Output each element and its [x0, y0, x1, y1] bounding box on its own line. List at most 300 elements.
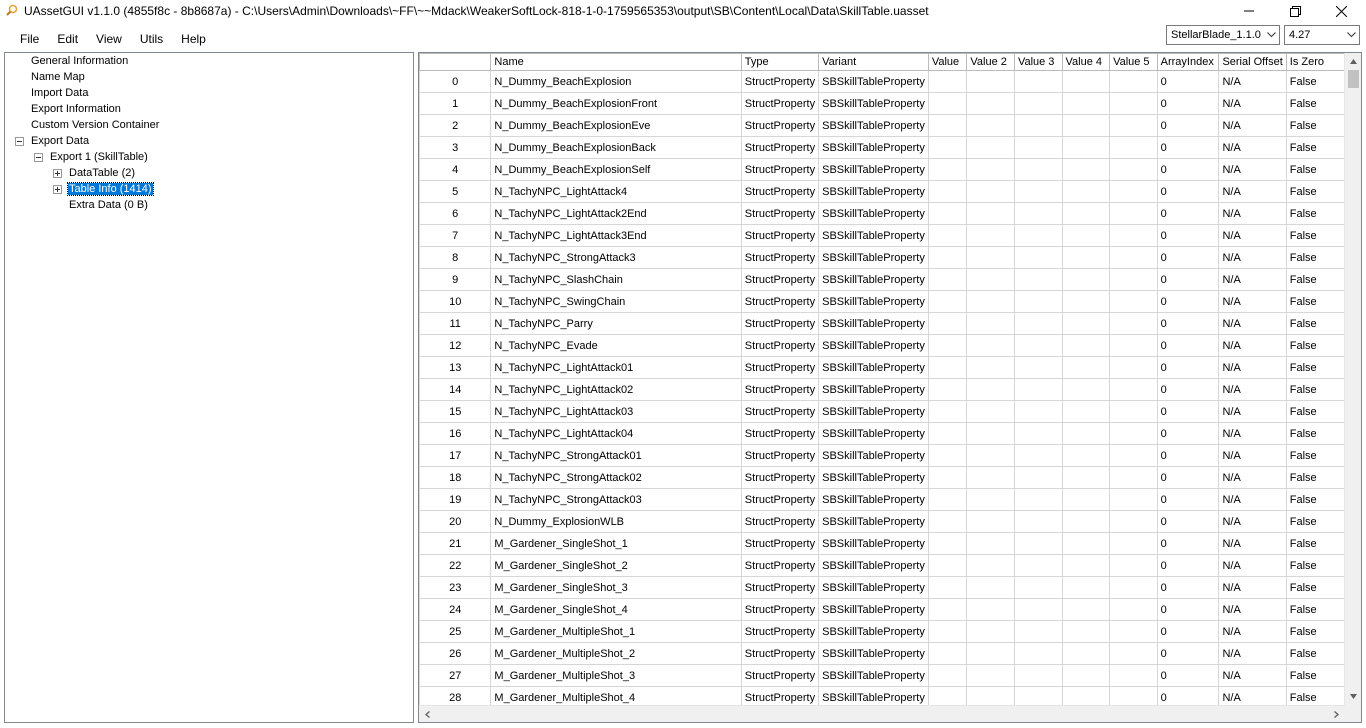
value-cell[interactable]: [928, 379, 967, 401]
value-3-cell[interactable]: [1014, 181, 1062, 203]
variant-cell[interactable]: SBSkillTableProperty: [819, 137, 929, 159]
value-2-cell[interactable]: [967, 687, 1015, 706]
value-2-cell[interactable]: [967, 577, 1015, 599]
array-index-cell[interactable]: 0: [1157, 71, 1219, 93]
array-index-cell[interactable]: 0: [1157, 533, 1219, 555]
row-index-cell[interactable]: 27: [420, 665, 491, 687]
value-4-cell[interactable]: [1062, 665, 1110, 687]
value-3-cell[interactable]: [1014, 555, 1062, 577]
value-2-cell[interactable]: [967, 71, 1015, 93]
serial-offset-cell[interactable]: N/A: [1219, 401, 1286, 423]
variant-cell[interactable]: SBSkillTableProperty: [819, 93, 929, 115]
variant-cell[interactable]: SBSkillTableProperty: [819, 533, 929, 555]
serial-offset-cell[interactable]: N/A: [1219, 137, 1286, 159]
serial-offset-cell[interactable]: N/A: [1219, 621, 1286, 643]
row-index-cell[interactable]: 16: [420, 423, 491, 445]
value-cell[interactable]: [928, 423, 967, 445]
array-index-cell[interactable]: 0: [1157, 225, 1219, 247]
value-4-cell[interactable]: [1062, 335, 1110, 357]
value-4-cell[interactable]: [1062, 577, 1110, 599]
value-2-cell[interactable]: [967, 181, 1015, 203]
name-cell[interactable]: N_TachyNPC_LightAttack01: [491, 357, 741, 379]
is-zero-cell[interactable]: False: [1286, 445, 1344, 467]
value-5-cell[interactable]: [1110, 313, 1158, 335]
collapse-icon[interactable]: [34, 153, 43, 162]
value-5-cell[interactable]: [1110, 511, 1158, 533]
value-2-cell[interactable]: [967, 291, 1015, 313]
row-index-cell[interactable]: 5: [420, 181, 491, 203]
table-row[interactable]: [420, 115, 1345, 137]
is-zero-cell[interactable]: False: [1286, 599, 1344, 621]
serial-offset-cell[interactable]: N/A: [1219, 357, 1286, 379]
column-header[interactable]: Variant: [819, 54, 929, 71]
value-cell[interactable]: [928, 643, 967, 665]
is-zero-cell[interactable]: False: [1286, 313, 1344, 335]
name-cell[interactable]: N_TachyNPC_LightAttack03: [491, 401, 741, 423]
table-row[interactable]: [420, 577, 1345, 599]
horizontal-scrollbar[interactable]: [419, 705, 1345, 722]
table-row[interactable]: [420, 511, 1345, 533]
value-2-cell[interactable]: [967, 467, 1015, 489]
tree-item-export-1[interactable]: [49, 150, 149, 165]
type-cell[interactable]: StructProperty: [741, 687, 818, 706]
value-2-cell[interactable]: [967, 247, 1015, 269]
table-row[interactable]: [420, 445, 1345, 467]
variant-cell[interactable]: SBSkillTableProperty: [819, 181, 929, 203]
value-5-cell[interactable]: [1110, 137, 1158, 159]
variant-cell[interactable]: SBSkillTableProperty: [819, 621, 929, 643]
serial-offset-cell[interactable]: N/A: [1219, 379, 1286, 401]
value-3-cell[interactable]: [1014, 621, 1062, 643]
row-index-cell[interactable]: 9: [420, 269, 491, 291]
scroll-down-icon[interactable]: [1345, 688, 1362, 705]
name-cell[interactable]: M_Gardener_SingleShot_1: [491, 533, 741, 555]
value-cell[interactable]: [928, 181, 967, 203]
variant-cell[interactable]: SBSkillTableProperty: [819, 423, 929, 445]
value-5-cell[interactable]: [1110, 93, 1158, 115]
value-3-cell[interactable]: [1014, 511, 1062, 533]
value-3-cell[interactable]: [1014, 357, 1062, 379]
table-row[interactable]: [420, 225, 1345, 247]
value-4-cell[interactable]: [1062, 203, 1110, 225]
type-cell[interactable]: StructProperty: [741, 269, 818, 291]
serial-offset-cell[interactable]: N/A: [1219, 445, 1286, 467]
value-4-cell[interactable]: [1062, 137, 1110, 159]
value-2-cell[interactable]: [967, 599, 1015, 621]
variant-cell[interactable]: SBSkillTableProperty: [819, 665, 929, 687]
value-5-cell[interactable]: [1110, 577, 1158, 599]
value-3-cell[interactable]: [1014, 687, 1062, 706]
value-4-cell[interactable]: [1062, 357, 1110, 379]
value-2-cell[interactable]: [967, 555, 1015, 577]
is-zero-cell[interactable]: False: [1286, 467, 1344, 489]
value-4-cell[interactable]: [1062, 467, 1110, 489]
value-4-cell[interactable]: [1062, 621, 1110, 643]
type-cell[interactable]: StructProperty: [741, 335, 818, 357]
value-cell[interactable]: [928, 687, 967, 706]
name-cell[interactable]: N_Dummy_BeachExplosionBack: [491, 137, 741, 159]
name-cell[interactable]: M_Gardener_SingleShot_2: [491, 555, 741, 577]
variant-cell[interactable]: SBSkillTableProperty: [819, 445, 929, 467]
variant-cell[interactable]: SBSkillTableProperty: [819, 71, 929, 93]
type-cell[interactable]: StructProperty: [741, 313, 818, 335]
value-5-cell[interactable]: [1110, 599, 1158, 621]
tree-item-table-info[interactable]: [68, 182, 153, 197]
variant-cell[interactable]: SBSkillTableProperty: [819, 335, 929, 357]
collapse-icon[interactable]: [15, 137, 24, 146]
value-5-cell[interactable]: [1110, 423, 1158, 445]
table-row[interactable]: [420, 269, 1345, 291]
serial-offset-cell[interactable]: N/A: [1219, 577, 1286, 599]
serial-offset-cell[interactable]: N/A: [1219, 247, 1286, 269]
value-5-cell[interactable]: [1110, 269, 1158, 291]
column-header[interactable]: Type: [741, 54, 818, 71]
is-zero-cell[interactable]: False: [1286, 225, 1344, 247]
array-index-cell[interactable]: 0: [1157, 203, 1219, 225]
value-cell[interactable]: [928, 577, 967, 599]
value-4-cell[interactable]: [1062, 225, 1110, 247]
is-zero-cell[interactable]: False: [1286, 401, 1344, 423]
is-zero-cell[interactable]: False: [1286, 247, 1344, 269]
name-cell[interactable]: N_TachyNPC_LightAttack3End: [491, 225, 741, 247]
type-cell[interactable]: StructProperty: [741, 621, 818, 643]
row-index-cell[interactable]: 1: [420, 93, 491, 115]
serial-offset-cell[interactable]: N/A: [1219, 335, 1286, 357]
array-index-cell[interactable]: 0: [1157, 181, 1219, 203]
table-row[interactable]: [420, 379, 1345, 401]
array-index-cell[interactable]: 0: [1157, 643, 1219, 665]
value-3-cell[interactable]: [1014, 225, 1062, 247]
type-cell[interactable]: StructProperty: [741, 599, 818, 621]
type-cell[interactable]: StructProperty: [741, 533, 818, 555]
row-index-cell[interactable]: 21: [420, 533, 491, 555]
value-4-cell[interactable]: [1062, 71, 1110, 93]
value-3-cell[interactable]: [1014, 203, 1062, 225]
value-3-cell[interactable]: [1014, 599, 1062, 621]
table-row[interactable]: [420, 247, 1345, 269]
value-2-cell[interactable]: [967, 137, 1015, 159]
array-index-cell[interactable]: 0: [1157, 159, 1219, 181]
name-cell[interactable]: N_TachyNPC_StrongAttack01: [491, 445, 741, 467]
row-index-cell[interactable]: 8: [420, 247, 491, 269]
menu-help[interactable]: Help: [181, 32, 206, 46]
serial-offset-cell[interactable]: N/A: [1219, 643, 1286, 665]
value-4-cell[interactable]: [1062, 599, 1110, 621]
tree-item-export-information[interactable]: [30, 102, 122, 117]
table-row[interactable]: [420, 71, 1345, 93]
type-cell[interactable]: StructProperty: [741, 401, 818, 423]
tree-item-name-map[interactable]: [30, 70, 86, 85]
row-index-cell[interactable]: 19: [420, 489, 491, 511]
table-row[interactable]: [420, 335, 1345, 357]
table-row[interactable]: [420, 137, 1345, 159]
row-index-cell[interactable]: 12: [420, 335, 491, 357]
value-3-cell[interactable]: [1014, 379, 1062, 401]
type-cell[interactable]: StructProperty: [741, 555, 818, 577]
array-index-cell[interactable]: 0: [1157, 577, 1219, 599]
row-index-cell[interactable]: 22: [420, 555, 491, 577]
name-cell[interactable]: M_Gardener_MultipleShot_4: [491, 687, 741, 706]
row-index-cell[interactable]: 20: [420, 511, 491, 533]
name-cell[interactable]: N_Dummy_BeachExplosionSelf: [491, 159, 741, 181]
array-index-cell[interactable]: 0: [1157, 313, 1219, 335]
variant-cell[interactable]: SBSkillTableProperty: [819, 577, 929, 599]
array-index-cell[interactable]: 0: [1157, 423, 1219, 445]
tree-item-import-data[interactable]: [30, 86, 89, 101]
is-zero-cell[interactable]: False: [1286, 533, 1344, 555]
variant-cell[interactable]: SBSkillTableProperty: [819, 467, 929, 489]
row-index-cell[interactable]: 15: [420, 401, 491, 423]
serial-offset-cell[interactable]: N/A: [1219, 269, 1286, 291]
is-zero-cell[interactable]: False: [1286, 423, 1344, 445]
value-3-cell[interactable]: [1014, 665, 1062, 687]
value-2-cell[interactable]: [967, 225, 1015, 247]
type-cell[interactable]: StructProperty: [741, 225, 818, 247]
type-cell[interactable]: StructProperty: [741, 71, 818, 93]
row-index-cell[interactable]: 25: [420, 621, 491, 643]
serial-offset-cell[interactable]: N/A: [1219, 687, 1286, 706]
tree-item-custom-version-container[interactable]: [30, 118, 160, 133]
value-cell[interactable]: [928, 269, 967, 291]
row-index-cell[interactable]: 26: [420, 643, 491, 665]
name-cell[interactable]: M_Gardener_SingleShot_3: [491, 577, 741, 599]
column-header[interactable]: Value 5: [1110, 54, 1158, 71]
tree-item-export-data[interactable]: [30, 134, 90, 149]
minimize-button[interactable]: [1226, 0, 1272, 22]
value-3-cell[interactable]: [1014, 335, 1062, 357]
value-5-cell[interactable]: [1110, 115, 1158, 137]
name-cell[interactable]: N_TachyNPC_StrongAttack03: [491, 489, 741, 511]
serial-offset-cell[interactable]: N/A: [1219, 533, 1286, 555]
is-zero-cell[interactable]: False: [1286, 93, 1344, 115]
value-4-cell[interactable]: [1062, 313, 1110, 335]
menu-edit[interactable]: Edit: [57, 32, 79, 46]
is-zero-cell[interactable]: False: [1286, 137, 1344, 159]
column-header[interactable]: Value 2: [967, 54, 1015, 71]
value-3-cell[interactable]: [1014, 489, 1062, 511]
value-5-cell[interactable]: [1110, 489, 1158, 511]
value-3-cell[interactable]: [1014, 445, 1062, 467]
type-cell[interactable]: StructProperty: [741, 93, 818, 115]
name-cell[interactable]: N_TachyNPC_LightAttack02: [491, 379, 741, 401]
variant-cell[interactable]: SBSkillTableProperty: [819, 555, 929, 577]
value-3-cell[interactable]: [1014, 643, 1062, 665]
column-header[interactable]: Name: [491, 54, 741, 71]
value-5-cell[interactable]: [1110, 181, 1158, 203]
value-5-cell[interactable]: [1110, 467, 1158, 489]
value-5-cell[interactable]: [1110, 291, 1158, 313]
serial-offset-cell[interactable]: N/A: [1219, 313, 1286, 335]
is-zero-cell[interactable]: False: [1286, 181, 1344, 203]
table-row[interactable]: [420, 401, 1345, 423]
variant-cell[interactable]: SBSkillTableProperty: [819, 247, 929, 269]
scroll-right-icon[interactable]: [1328, 706, 1345, 723]
value-cell[interactable]: [928, 137, 967, 159]
value-2-cell[interactable]: [967, 401, 1015, 423]
column-header[interactable]: Is Zero: [1286, 54, 1344, 71]
array-index-cell[interactable]: 0: [1157, 511, 1219, 533]
expand-icon[interactable]: [53, 169, 62, 178]
serial-offset-cell[interactable]: N/A: [1219, 225, 1286, 247]
value-3-cell[interactable]: [1014, 577, 1062, 599]
value-4-cell[interactable]: [1062, 643, 1110, 665]
value-5-cell[interactable]: [1110, 247, 1158, 269]
value-3-cell[interactable]: [1014, 313, 1062, 335]
variant-cell[interactable]: SBSkillTableProperty: [819, 401, 929, 423]
value-4-cell[interactable]: [1062, 687, 1110, 706]
menu-utils[interactable]: Utils: [139, 32, 164, 46]
value-3-cell[interactable]: [1014, 423, 1062, 445]
row-index-cell[interactable]: 10: [420, 291, 491, 313]
value-4-cell[interactable]: [1062, 445, 1110, 467]
value-4-cell[interactable]: [1062, 489, 1110, 511]
name-cell[interactable]: N_TachyNPC_SwingChain: [491, 291, 741, 313]
variant-cell[interactable]: SBSkillTableProperty: [819, 203, 929, 225]
type-cell[interactable]: StructProperty: [741, 445, 818, 467]
variant-cell[interactable]: SBSkillTableProperty: [819, 291, 929, 313]
value-4-cell[interactable]: [1062, 115, 1110, 137]
row-index-cell[interactable]: 17: [420, 445, 491, 467]
value-2-cell[interactable]: [967, 203, 1015, 225]
array-index-cell[interactable]: 0: [1157, 357, 1219, 379]
row-index-cell[interactable]: 13: [420, 357, 491, 379]
row-index-cell[interactable]: 0: [420, 71, 491, 93]
variant-cell[interactable]: SBSkillTableProperty: [819, 269, 929, 291]
type-cell[interactable]: StructProperty: [741, 665, 818, 687]
table-row[interactable]: [420, 93, 1345, 115]
serial-offset-cell[interactable]: N/A: [1219, 159, 1286, 181]
value-cell[interactable]: [928, 335, 967, 357]
value-cell[interactable]: [928, 555, 967, 577]
is-zero-cell[interactable]: False: [1286, 71, 1344, 93]
tree-item-datatable[interactable]: [68, 166, 136, 181]
variant-cell[interactable]: SBSkillTableProperty: [819, 511, 929, 533]
is-zero-cell[interactable]: False: [1286, 335, 1344, 357]
array-index-cell[interactable]: 0: [1157, 291, 1219, 313]
vertical-scroll-thumb[interactable]: [1348, 70, 1359, 88]
value-2-cell[interactable]: [967, 93, 1015, 115]
value-cell[interactable]: [928, 225, 967, 247]
type-cell[interactable]: StructProperty: [741, 115, 818, 137]
array-index-cell[interactable]: 0: [1157, 665, 1219, 687]
name-cell[interactable]: N_TachyNPC_LightAttack2End: [491, 203, 741, 225]
value-4-cell[interactable]: [1062, 269, 1110, 291]
is-zero-cell[interactable]: False: [1286, 687, 1344, 706]
array-index-cell[interactable]: 0: [1157, 555, 1219, 577]
array-index-cell[interactable]: 0: [1157, 467, 1219, 489]
serial-offset-cell[interactable]: N/A: [1219, 203, 1286, 225]
row-index-cell[interactable]: 11: [420, 313, 491, 335]
type-cell[interactable]: StructProperty: [741, 247, 818, 269]
type-cell[interactable]: StructProperty: [741, 643, 818, 665]
value-5-cell[interactable]: [1110, 379, 1158, 401]
value-3-cell[interactable]: [1014, 401, 1062, 423]
value-5-cell[interactable]: [1110, 225, 1158, 247]
type-cell[interactable]: StructProperty: [741, 291, 818, 313]
value-cell[interactable]: [928, 93, 967, 115]
array-index-cell[interactable]: 0: [1157, 599, 1219, 621]
name-cell[interactable]: M_Gardener_MultipleShot_3: [491, 665, 741, 687]
column-header[interactable]: ArrayIndex: [1157, 54, 1219, 71]
table-row[interactable]: [420, 159, 1345, 181]
table-row[interactable]: [420, 621, 1345, 643]
value-4-cell[interactable]: [1062, 379, 1110, 401]
table-row[interactable]: [420, 423, 1345, 445]
serial-offset-cell[interactable]: N/A: [1219, 489, 1286, 511]
name-cell[interactable]: M_Gardener_MultipleShot_1: [491, 621, 741, 643]
restore-button[interactable]: [1272, 0, 1318, 22]
value-2-cell[interactable]: [967, 357, 1015, 379]
close-button[interactable]: [1318, 0, 1364, 22]
value-5-cell[interactable]: [1110, 445, 1158, 467]
value-3-cell[interactable]: [1014, 247, 1062, 269]
type-cell[interactable]: StructProperty: [741, 467, 818, 489]
name-cell[interactable]: N_Dummy_BeachExplosionFront: [491, 93, 741, 115]
variant-cell[interactable]: SBSkillTableProperty: [819, 159, 929, 181]
type-cell[interactable]: StructProperty: [741, 203, 818, 225]
value-5-cell[interactable]: [1110, 71, 1158, 93]
type-cell[interactable]: StructProperty: [741, 577, 818, 599]
column-header[interactable]: [420, 54, 491, 71]
value-4-cell[interactable]: [1062, 555, 1110, 577]
is-zero-cell[interactable]: False: [1286, 379, 1344, 401]
array-index-cell[interactable]: 0: [1157, 379, 1219, 401]
value-4-cell[interactable]: [1062, 533, 1110, 555]
value-cell[interactable]: [928, 247, 967, 269]
row-index-cell[interactable]: 6: [420, 203, 491, 225]
value-3-cell[interactable]: [1014, 159, 1062, 181]
is-zero-cell[interactable]: False: [1286, 489, 1344, 511]
value-cell[interactable]: [928, 621, 967, 643]
array-index-cell[interactable]: 0: [1157, 401, 1219, 423]
value-5-cell[interactable]: [1110, 555, 1158, 577]
value-2-cell[interactable]: [967, 643, 1015, 665]
value-4-cell[interactable]: [1062, 93, 1110, 115]
array-index-cell[interactable]: 0: [1157, 247, 1219, 269]
name-cell[interactable]: N_Dummy_BeachExplosion: [491, 71, 741, 93]
table-row[interactable]: [420, 357, 1345, 379]
name-cell[interactable]: M_Gardener_SingleShot_4: [491, 599, 741, 621]
value-2-cell[interactable]: [967, 665, 1015, 687]
type-cell[interactable]: StructProperty: [741, 423, 818, 445]
value-3-cell[interactable]: [1014, 71, 1062, 93]
value-cell[interactable]: [928, 291, 967, 313]
name-cell[interactable]: N_TachyNPC_LightAttack04: [491, 423, 741, 445]
is-zero-cell[interactable]: False: [1286, 511, 1344, 533]
is-zero-cell[interactable]: False: [1286, 269, 1344, 291]
value-cell[interactable]: [928, 467, 967, 489]
value-3-cell[interactable]: [1014, 291, 1062, 313]
serial-offset-cell[interactable]: N/A: [1219, 555, 1286, 577]
type-cell[interactable]: StructProperty: [741, 137, 818, 159]
name-cell[interactable]: N_TachyNPC_StrongAttack02: [491, 467, 741, 489]
value-3-cell[interactable]: [1014, 137, 1062, 159]
variant-cell[interactable]: SBSkillTableProperty: [819, 599, 929, 621]
table-row[interactable]: [420, 203, 1345, 225]
value-cell[interactable]: [928, 115, 967, 137]
type-cell[interactable]: StructProperty: [741, 511, 818, 533]
value-2-cell[interactable]: [967, 115, 1015, 137]
array-index-cell[interactable]: 0: [1157, 115, 1219, 137]
value-5-cell[interactable]: [1110, 665, 1158, 687]
value-3-cell[interactable]: [1014, 269, 1062, 291]
table-row[interactable]: [420, 555, 1345, 577]
table-row[interactable]: [420, 687, 1345, 706]
value-cell[interactable]: [928, 401, 967, 423]
value-2-cell[interactable]: [967, 335, 1015, 357]
is-zero-cell[interactable]: False: [1286, 577, 1344, 599]
table-row[interactable]: [420, 643, 1345, 665]
